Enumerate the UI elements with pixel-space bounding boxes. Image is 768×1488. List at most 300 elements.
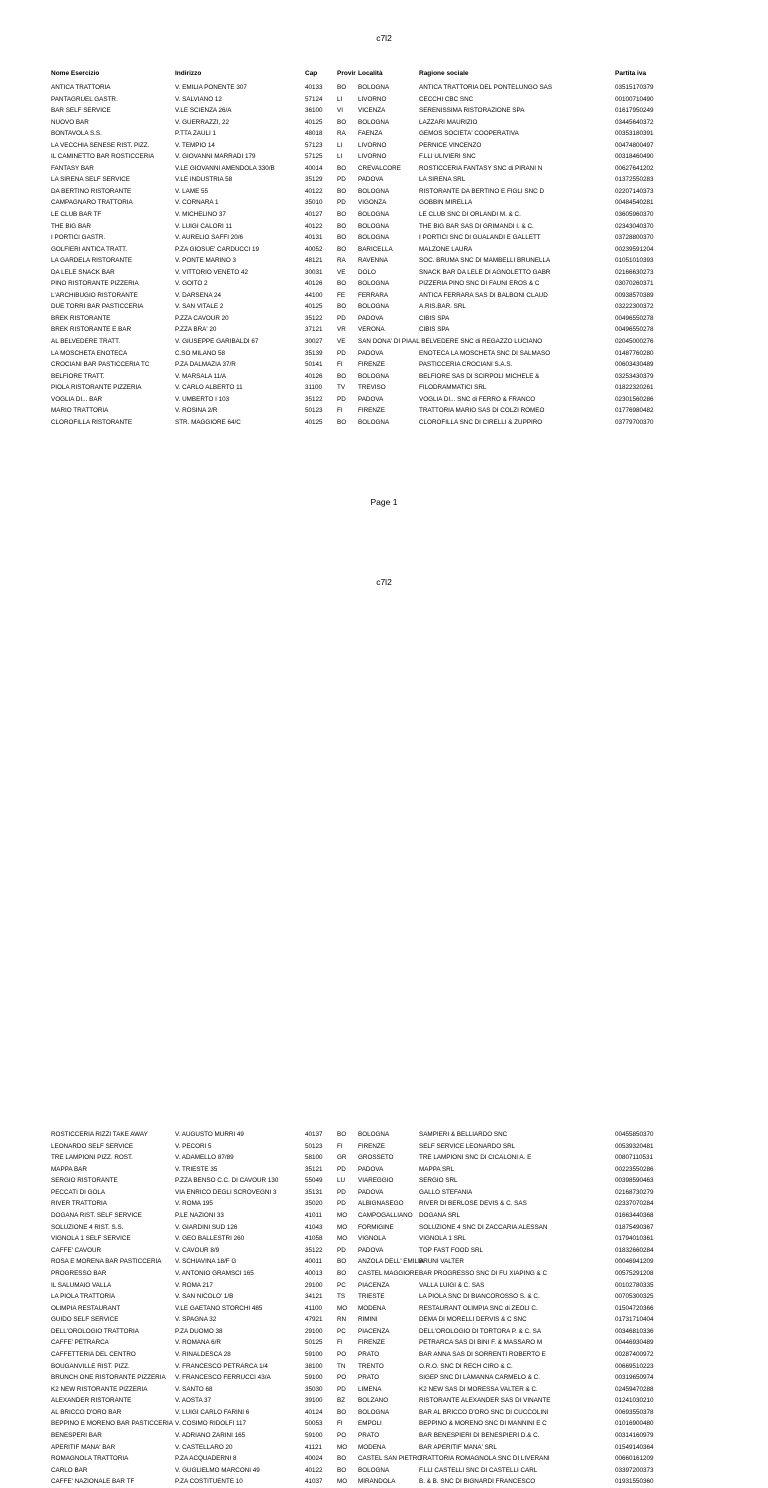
cell-indirizzo: P.ZZA CAVOUR 20 <box>175 314 229 322</box>
table-row <box>0 140 768 152</box>
cell-localita: TREVISO <box>358 384 386 392</box>
cell-provincia: BO <box>337 118 347 126</box>
cell-cap: 50053 <box>305 1420 323 1428</box>
cell-cap: 35122 <box>305 1246 323 1254</box>
table-row <box>0 394 768 406</box>
cell-localita: PADOVA <box>358 314 384 322</box>
cell-partita-iva: 00100710490 <box>615 95 654 103</box>
cell-provincia: TV <box>337 384 346 392</box>
table-row <box>0 267 768 279</box>
table-row <box>0 348 768 360</box>
cell-indirizzo: V. ADAMELLO 87/89 <box>175 1154 234 1162</box>
cell-partita-iva: 00603430489 <box>615 361 654 369</box>
cell-cap: 41011 <box>305 1212 323 1220</box>
cell-provincia: VI <box>337 107 343 115</box>
cell-ragione-sociale: DOGANA SRL <box>419 1212 460 1220</box>
cell-partita-iva: 02166630273 <box>615 268 654 276</box>
cell-provincia: FI <box>337 361 343 369</box>
cell-provincia: BZ <box>337 1397 346 1405</box>
cell-cap: 41100 <box>305 1304 323 1312</box>
cell-indirizzo: V. TEMPIO 14 <box>175 141 215 149</box>
cell-ragione-sociale: DELL'OROLOGIO DI TORTORA P. & C. SA <box>419 1327 542 1335</box>
cell-indirizzo: V. PONTE MARINO 3 <box>175 257 237 265</box>
cell-nome-esercizio: DUE TORRI BAR PASTICCERIA <box>51 303 144 311</box>
table-row <box>0 244 768 256</box>
table-row <box>0 313 768 325</box>
cell-nome-esercizio: ROSA E MORENA BAR PASTICCERIA <box>51 1258 162 1266</box>
cell-localita: FORMIGINE <box>358 1223 394 1231</box>
cell-localita: BOLZANO <box>358 1397 389 1405</box>
cell-partita-iva: 00496550278 <box>615 326 654 334</box>
cell-provincia: MO <box>337 1235 348 1243</box>
table-row <box>0 1233 768 1245</box>
cell-localita: CAMPOGALLIANO <box>358 1212 413 1220</box>
cell-localita: MODENA <box>358 1304 386 1312</box>
cell-provincia: BO <box>337 1269 347 1277</box>
header-localita: Località <box>358 70 383 77</box>
table-row <box>0 371 768 383</box>
cell-localita: CASTEL SAN PIETRO <box>358 1455 423 1463</box>
cell-nome-esercizio: IL SALUMAIO VALLA <box>51 1281 112 1289</box>
cell-nome-esercizio: CAFFE' NAZIONALE BAR TF <box>51 1478 135 1486</box>
cell-nome-esercizio: ROMAGNOLA TRATTORIA <box>51 1455 129 1463</box>
cell-ragione-sociale: CIBIS SPA <box>419 314 450 322</box>
cell-partita-iva: 00223550286 <box>615 1165 654 1173</box>
cell-localita: VIAREGGIO <box>358 1177 394 1185</box>
cell-partita-iva: 01372550283 <box>615 176 654 184</box>
cell-indirizzo: P.TTA ZAULI 1 <box>175 130 217 138</box>
cell-nome-esercizio: K2 NEW RISTORANTE PIZZERIA <box>51 1385 148 1393</box>
cell-provincia: TS <box>337 1293 346 1301</box>
cell-cap: 50141 <box>305 361 323 369</box>
cell-ragione-sociale: PIZZERIA PINO SNC DI FAUNI EROS & C <box>419 280 540 288</box>
table-row <box>0 117 768 129</box>
cell-indirizzo: V. EMILIA PONENTE 307 <box>175 84 247 91</box>
table-row <box>0 1407 768 1419</box>
cell-partita-iva: 02459470288 <box>615 1385 654 1393</box>
cell-nome-esercizio: LA VECCHIA SENESE RIST. PIZZ. <box>51 141 150 149</box>
cell-provincia: LU <box>337 1177 346 1185</box>
cell-ragione-sociale: MAPPA SRL <box>419 1165 455 1173</box>
cell-indirizzo: V. LUIGI CARLO FARINI 6 <box>175 1408 250 1416</box>
cell-nome-esercizio: CROCIANI BAR PASTICCERIA TC <box>51 361 150 369</box>
cell-partita-iva: 01875490367 <box>615 1223 654 1231</box>
cell-provincia: BO <box>337 234 347 242</box>
cell-cap: 38100 <box>305 1362 323 1370</box>
cell-partita-iva: 00575291208 <box>615 1269 654 1277</box>
table-row <box>0 290 768 302</box>
cell-cap: 59100 <box>305 1432 323 1440</box>
cell-nome-esercizio: CARLO BAR <box>51 1466 88 1474</box>
cell-partita-iva: 03253430379 <box>615 372 654 380</box>
cell-partita-iva: 01822320261 <box>615 384 654 392</box>
cell-provincia: PD <box>337 395 346 403</box>
cell-indirizzo: V. LUIGI CALORI 11 <box>175 222 233 230</box>
cell-partita-iva: 00938570389 <box>615 291 654 299</box>
cell-provincia: MO <box>337 1212 348 1220</box>
cell-provincia: FI <box>337 1142 343 1150</box>
cell-provincia: PD <box>337 199 346 207</box>
cell-provincia: PD <box>337 1246 346 1254</box>
table-row <box>0 197 768 209</box>
cell-ragione-sociale: BELFIORE SAS DI SCIRPOLI MICHELE & <box>419 372 540 380</box>
cell-ragione-sociale: SERGIO SRL <box>419 1177 458 1185</box>
cell-localita: CASTEL MAGGIORE <box>358 1269 419 1277</box>
cell-ragione-sociale: LAZZARI MAURIZIO <box>419 118 478 126</box>
cell-indirizzo: V. FRANCESCO PETRARCA 1/4 <box>175 1362 268 1370</box>
cell-ragione-sociale: GOBBIN MIRELLA <box>419 199 473 207</box>
cell-localita: BOLOGNA <box>358 372 390 380</box>
cell-partita-iva: 01663440368 <box>615 1212 654 1220</box>
table-row <box>0 1280 768 1292</box>
cell-ragione-sociale: SIGEP SNC DI LAMANNA CARMELO & C. <box>419 1374 540 1382</box>
cell-partita-iva: 00398590463 <box>615 1177 654 1185</box>
cell-nome-esercizio: AL BELVEDERE TRATT. <box>51 338 121 346</box>
cell-cap: 34121 <box>305 1293 323 1301</box>
cell-indirizzo: P.ZZA BENSO C.C. DI CAVOUR 130 <box>175 1177 279 1185</box>
cell-cap: 57123 <box>305 141 323 149</box>
cell-nome-esercizio: ROSTICCERIA RIZZI TAKE AWAY <box>51 1131 148 1138</box>
cell-localita: PIACENZA <box>358 1327 390 1335</box>
cell-ragione-sociale: TRATTORIA MARIO SAS DI COLZI ROMEO <box>419 407 545 415</box>
cell-nome-esercizio: CAMPAGNARO TRATTORIA <box>51 199 133 207</box>
cell-nome-esercizio: APERITIF MANA' BAR <box>51 1443 116 1451</box>
cell-cap: 40126 <box>305 280 323 288</box>
cell-localita: ALBIGNASEGO <box>358 1200 404 1208</box>
cell-partita-iva: 01549140364 <box>615 1443 654 1451</box>
cell-indirizzo: P.LE NAZIONI 33 <box>175 1212 224 1220</box>
cell-provincia: BO <box>337 164 347 172</box>
cell-provincia: PD <box>337 349 346 357</box>
cell-cap: 55049 <box>305 1177 323 1185</box>
cell-nome-esercizio: MAPPA BAR <box>51 1165 87 1173</box>
cell-ragione-sociale: I PORTICI SNC DI GUALANDI E GALLETT <box>419 234 541 242</box>
cell-localita: VERONA <box>358 326 385 334</box>
cell-ragione-sociale: RISTORANTE DA BERTINO E FIGLI SNC D <box>419 187 545 195</box>
cell-localita: ANZOLA DELL' EMILIA <box>358 1258 424 1266</box>
cell-nome-esercizio: NUOVO BAR <box>51 118 89 126</box>
cell-partita-iva: 00287400972 <box>615 1350 654 1358</box>
cell-provincia: FI <box>337 407 343 415</box>
cell-provincia: PD <box>337 1165 346 1173</box>
cell-partita-iva: 00496550278 <box>615 314 654 322</box>
cell-nome-esercizio: AL BRICCO D'ORO BAR <box>51 1408 122 1416</box>
cell-partita-iva: 00660161209 <box>615 1455 654 1463</box>
cell-partita-iva: 01051010393 <box>615 257 654 265</box>
cell-localita: MIRANDOLA <box>358 1478 396 1486</box>
cell-nome-esercizio: CAFFE' PETRARCA <box>51 1339 109 1347</box>
cell-provincia: MO <box>337 1304 348 1312</box>
cell-partita-iva: 00484540281 <box>615 199 654 207</box>
cell-indirizzo: V. COSIMO RIDOLFI 117 <box>175 1420 247 1428</box>
table-row <box>0 163 768 175</box>
cell-indirizzo: V. CASTELLARO 20 <box>175 1443 233 1451</box>
cell-indirizzo: V. GIUSEPPE GARIBALDI 67 <box>175 338 259 346</box>
cell-provincia: RN <box>337 1316 347 1324</box>
cell-partita-iva: 02301560286 <box>615 395 654 403</box>
cell-nome-esercizio: GOLFIERI ANTICA TRATT. <box>51 245 128 253</box>
cell-provincia: PD <box>337 1200 346 1208</box>
cell-ragione-sociale: BAR BENESPIERI DI BENESPIERI D.& C. <box>419 1432 540 1440</box>
cell-partita-iva: 00627641202 <box>615 164 654 172</box>
cell-partita-iva: 01241030210 <box>615 1397 654 1405</box>
cell-cap: 40014 <box>305 164 323 172</box>
cell-nome-esercizio: BRUNCH ONE RISTORANTE PIZZERIA <box>51 1374 166 1382</box>
table-row <box>0 1418 768 1430</box>
cell-partita-iva: 03779700370 <box>615 418 654 426</box>
cell-nome-esercizio: RIVER TRATTORIA <box>51 1200 107 1208</box>
cell-localita: PRATO <box>358 1374 380 1382</box>
cell-nome-esercizio: VIGNOLA 1 SELF SERVICE <box>51 1235 131 1243</box>
cell-indirizzo: V. LAME 55 <box>175 187 209 195</box>
cell-indirizzo: V. CAVOUR 8/9 <box>175 1246 220 1254</box>
cell-partita-iva: 01504720366 <box>615 1304 654 1312</box>
cell-localita: FERRARA <box>358 291 389 299</box>
cell-cap: 37121 <box>305 326 323 334</box>
cell-provincia: PC <box>337 1281 346 1289</box>
cell-ragione-sociale: TRATTORIA ROMAGNOLA SNC DI LIVERANI <box>419 1455 550 1463</box>
cell-nome-esercizio: TRE LAMPIONI PIZZ. ROST. <box>51 1154 133 1162</box>
table-row <box>0 1349 768 1361</box>
cell-indirizzo: V.LE SCIENZA 26/A <box>175 107 232 115</box>
cell-cap: 40127 <box>305 211 323 219</box>
cell-localita: PIACENZA <box>358 1281 390 1289</box>
cell-ragione-sociale: SNACK BAR DA LELE DI AGNOLETTO GABR <box>419 268 551 276</box>
cell-provincia: BO <box>337 1408 347 1416</box>
table-row <box>0 278 768 290</box>
cell-nome-esercizio: CAFFETTERIA DEL CENTRO <box>51 1350 136 1358</box>
cell-indirizzo: V. MARSALA 11/A <box>175 372 227 380</box>
cell-provincia: TN <box>337 1362 346 1370</box>
cell-indirizzo: V. RINALDESCA 28 <box>175 1350 231 1358</box>
cell-indirizzo: V. UMBERTO I 103 <box>175 395 230 403</box>
cell-ragione-sociale: GEMOS SOCIETA' COOPERATIVA <box>419 130 519 138</box>
table-row <box>0 1372 768 1384</box>
cell-cap: 35020 <box>305 1200 323 1208</box>
cell-indirizzo: V. ROMA 195 <box>175 1200 213 1208</box>
cell-indirizzo: V. SCHIAVINA 18/F G <box>175 1258 237 1266</box>
cell-nome-esercizio: CAFFE' CAVOUR <box>51 1246 102 1254</box>
cell-cap: 50123 <box>305 1142 323 1150</box>
cell-cap: 35139 <box>305 349 323 357</box>
cell-ragione-sociale: RESTAURANT OLIMPIA SNC di ZEOLI C. <box>419 1304 538 1312</box>
cell-indirizzo: V.LE INDUSTRIA 58 <box>175 176 233 184</box>
cell-localita: PRATO <box>358 1432 380 1440</box>
cell-partita-iva: 01832660284 <box>615 1246 654 1254</box>
cell-nome-esercizio: I PORTICI GASTR. <box>51 234 106 242</box>
cell-localita: DOLO <box>358 268 376 276</box>
cell-provincia: LI <box>337 153 343 161</box>
table-row <box>0 105 768 117</box>
cell-cap: 29100 <box>305 1327 323 1335</box>
cell-nome-esercizio: PIOLA RISTORANTE PIZZERIA <box>51 384 142 392</box>
cell-partita-iva: 01617950249 <box>615 107 654 115</box>
header-indirizzo: Indirizzo <box>175 70 202 77</box>
cell-localita: RAVENNA <box>358 257 388 265</box>
cell-provincia: MO <box>337 1443 348 1451</box>
cell-nome-esercizio: CLOROFILLA RISTORANTE <box>51 418 133 426</box>
cell-nome-esercizio: LA PIOLA TRATTORIA <box>51 1293 116 1301</box>
cell-localita: LIMENA <box>358 1385 382 1393</box>
cell-provincia: PD <box>337 1188 346 1196</box>
cell-ragione-sociale: THE BIG BAR SAS DI GRIMANDI I. & C. <box>419 222 534 230</box>
cell-cap: 35010 <box>305 199 323 207</box>
cell-nome-esercizio: LA GARDELA RISTORANTE <box>51 257 133 265</box>
cell-cap: 40137 <box>305 1131 323 1138</box>
cell-localita: SAN DONA' DI PIAAL BELVEDERE SNC di REGAZZO LUCIANO <box>358 338 543 346</box>
cell-indirizzo: V.LE GAETANO STORCHI 485 <box>175 1304 263 1312</box>
cell-provincia: BO <box>337 418 347 426</box>
table-body-page-2 <box>0 1129 768 1488</box>
document-page-2 <box>0 520 768 1486</box>
cell-ragione-sociale: ANTICA TRATTORIA DEL PONTELUNGO SAS <box>419 84 553 91</box>
cell-indirizzo: V. GUGLIELMO MARCONI 49 <box>175 1466 260 1474</box>
cell-ragione-sociale: SERENISSIMA RISTORAZIONE SPA <box>419 107 525 115</box>
table-row <box>0 1453 768 1465</box>
cell-localita: BOLOGNA <box>358 280 390 288</box>
cell-localita: FIRENZE <box>358 361 385 369</box>
cell-nome-esercizio: THE BIG BAR <box>51 222 91 230</box>
cell-partita-iva: 03445640372 <box>615 118 654 126</box>
cell-partita-iva: 02045000276 <box>615 338 654 346</box>
cell-indirizzo: STR. MAGGIORE 64/C <box>175 418 241 426</box>
cell-indirizzo: P.ZA COSTITUENTE 10 <box>175 1478 243 1486</box>
cell-provincia: PD <box>337 314 346 322</box>
cell-cap: 41058 <box>305 1235 323 1243</box>
cell-partita-iva: 00539320481 <box>615 1142 654 1150</box>
cell-provincia: FI <box>337 1420 343 1428</box>
cell-cap: 40011 <box>305 1258 323 1266</box>
table-row <box>0 1256 768 1268</box>
table-row <box>0 1187 768 1199</box>
cell-cap: 40125 <box>305 118 323 126</box>
cell-ragione-sociale: SOC. BRUMA SNC DI MAMBELLI BRUNELLA <box>419 257 551 265</box>
table-row <box>0 186 768 198</box>
cell-localita: PADOVA <box>358 395 384 403</box>
table-row <box>0 255 768 267</box>
table-row <box>0 1141 768 1153</box>
cell-nome-esercizio: BELFIORE TRATT. <box>51 372 105 380</box>
table-row <box>0 336 768 348</box>
table-row <box>0 1245 768 1257</box>
cell-ragione-sociale: MALZONE LAURA <box>419 245 473 253</box>
cell-nome-esercizio: DA LELE SNACK BAR <box>51 268 115 276</box>
cell-indirizzo: V. SAN NICOLO' 1/B <box>175 1293 234 1301</box>
cell-indirizzo: V.LE GIOVANNI AMENDOLA 330/B <box>175 164 275 172</box>
cell-partita-iva: 01731710404 <box>615 1316 654 1324</box>
cell-ragione-sociale: BRUNI VALTER <box>419 1258 464 1266</box>
cell-cap: 57125 <box>305 153 323 161</box>
cell-partita-iva: 00446930489 <box>615 1339 654 1347</box>
cell-cap: 40122 <box>305 1466 323 1474</box>
cell-partita-iva: 01776980482 <box>615 407 654 415</box>
table-row <box>0 1291 768 1303</box>
cell-partita-iva: 02168730279 <box>615 1188 654 1196</box>
cell-ragione-sociale: VIGNOLA 1 SRL <box>419 1235 466 1243</box>
cell-cap: 35122 <box>305 314 323 322</box>
cell-provincia: BO <box>337 84 347 91</box>
cell-localita: BOLOGNA <box>358 211 390 219</box>
cell-cap: 35121 <box>305 1165 323 1173</box>
cell-cap: 35122 <box>305 395 323 403</box>
cell-ragione-sociale: CLOROFILLA SNC DI CIRELLI & ZUPPIRO <box>419 418 543 426</box>
cell-partita-iva: 00705300325 <box>615 1293 654 1301</box>
header-cap: Cap <box>305 70 318 77</box>
cell-localita: TRENTO <box>358 1362 384 1370</box>
cell-cap: 40126 <box>305 372 323 380</box>
cell-cap: 31100 <box>305 384 323 392</box>
cell-nome-esercizio: BEPPINO E MORENO BAR PASTICCERIA <box>51 1420 173 1428</box>
table-row <box>0 1326 768 1338</box>
cell-cap: 48121 <box>305 257 323 265</box>
cell-provincia: BO <box>337 222 347 230</box>
table-row <box>0 1129 768 1141</box>
cell-cap: 50123 <box>305 407 323 415</box>
cell-nome-esercizio: OLIMPIA RESTAURANT <box>51 1304 121 1312</box>
table-row <box>0 94 768 106</box>
table-row <box>0 1152 768 1164</box>
cell-nome-esercizio: BOUGANVILLE RIST. PIZZ. <box>51 1362 130 1370</box>
cell-nome-esercizio: LE CLUB BAR TF <box>51 211 102 219</box>
cell-indirizzo: V. FRANCESCO FERRUCCI 43/A <box>175 1374 271 1382</box>
cell-indirizzo: V. SPAGNA 32 <box>175 1316 217 1324</box>
cell-indirizzo: V. ROMA 217 <box>175 1281 213 1289</box>
cell-indirizzo: V. TRIESTE 35 <box>175 1165 218 1173</box>
cell-localita: LIVORNO <box>358 153 387 161</box>
cell-indirizzo: VIA ENRICO DEGLI SCROVEGNI 3 <box>175 1188 277 1196</box>
cell-partita-iva: 02207140373 <box>615 187 654 195</box>
cell-cap: 40131 <box>305 234 323 242</box>
cell-nome-esercizio: FANTASY BAR <box>51 164 94 172</box>
cell-nome-esercizio: L'ARCHIBUGIO RISTORANTE <box>51 291 138 299</box>
cell-cap: 40052 <box>305 245 323 253</box>
cell-ragione-sociale: ENOTECA LA MOSCHETA SNC DI SALMASO <box>419 349 551 357</box>
header-partita-iva: Partita iva <box>615 70 647 77</box>
cell-cap: 40125 <box>305 418 323 426</box>
cell-nome-esercizio: LEONARDO SELF SERVICE <box>51 1142 134 1150</box>
cell-provincia: BO <box>337 303 347 311</box>
cell-nome-esercizio: IL CAMINETTO BAR ROSTICCERIA <box>51 153 155 161</box>
cell-localita: FIRENZE <box>358 1142 385 1150</box>
cell-nome-esercizio: MARIO TRATTORIA <box>51 407 109 415</box>
cell-cap: 57124 <box>305 95 323 103</box>
cell-partita-iva: 00046941209 <box>615 1258 654 1266</box>
table-row <box>0 382 768 394</box>
cell-provincia: FI <box>337 1339 343 1347</box>
cell-localita: LIVORNO <box>358 95 387 103</box>
table-row <box>0 1268 768 1280</box>
cell-provincia: BO <box>337 211 347 219</box>
cell-localita: FAENZA <box>358 130 383 138</box>
cell-localita: BOLOGNA <box>358 187 390 195</box>
cell-ragione-sociale: GALLO STEFANIA <box>419 1188 473 1196</box>
table-row <box>0 1384 768 1396</box>
cell-nome-esercizio: PINO RISTORANTE PIZZERIA <box>51 280 139 288</box>
cell-provincia: VE <box>337 338 346 346</box>
cell-cap: 35030 <box>305 1385 323 1393</box>
table-row <box>0 301 768 313</box>
cell-provincia: BO <box>337 372 347 380</box>
cell-localita: VIGNOLA <box>358 1235 386 1243</box>
cell-ragione-sociale: FILODRAMMATICI SRL <box>419 384 487 392</box>
cell-partita-iva: 03070260371 <box>615 280 654 288</box>
cell-partita-iva: 00353180391 <box>615 130 654 138</box>
cell-localita: PADOVA <box>358 1165 384 1173</box>
cell-nome-esercizio: SERGIO RISTORANTE <box>51 1177 118 1185</box>
cell-indirizzo: V. CORNARA 1 <box>175 199 219 207</box>
cell-indirizzo: V. AURELIO SAFFI 20/6 <box>175 234 244 242</box>
cell-provincia: PD <box>337 176 346 184</box>
